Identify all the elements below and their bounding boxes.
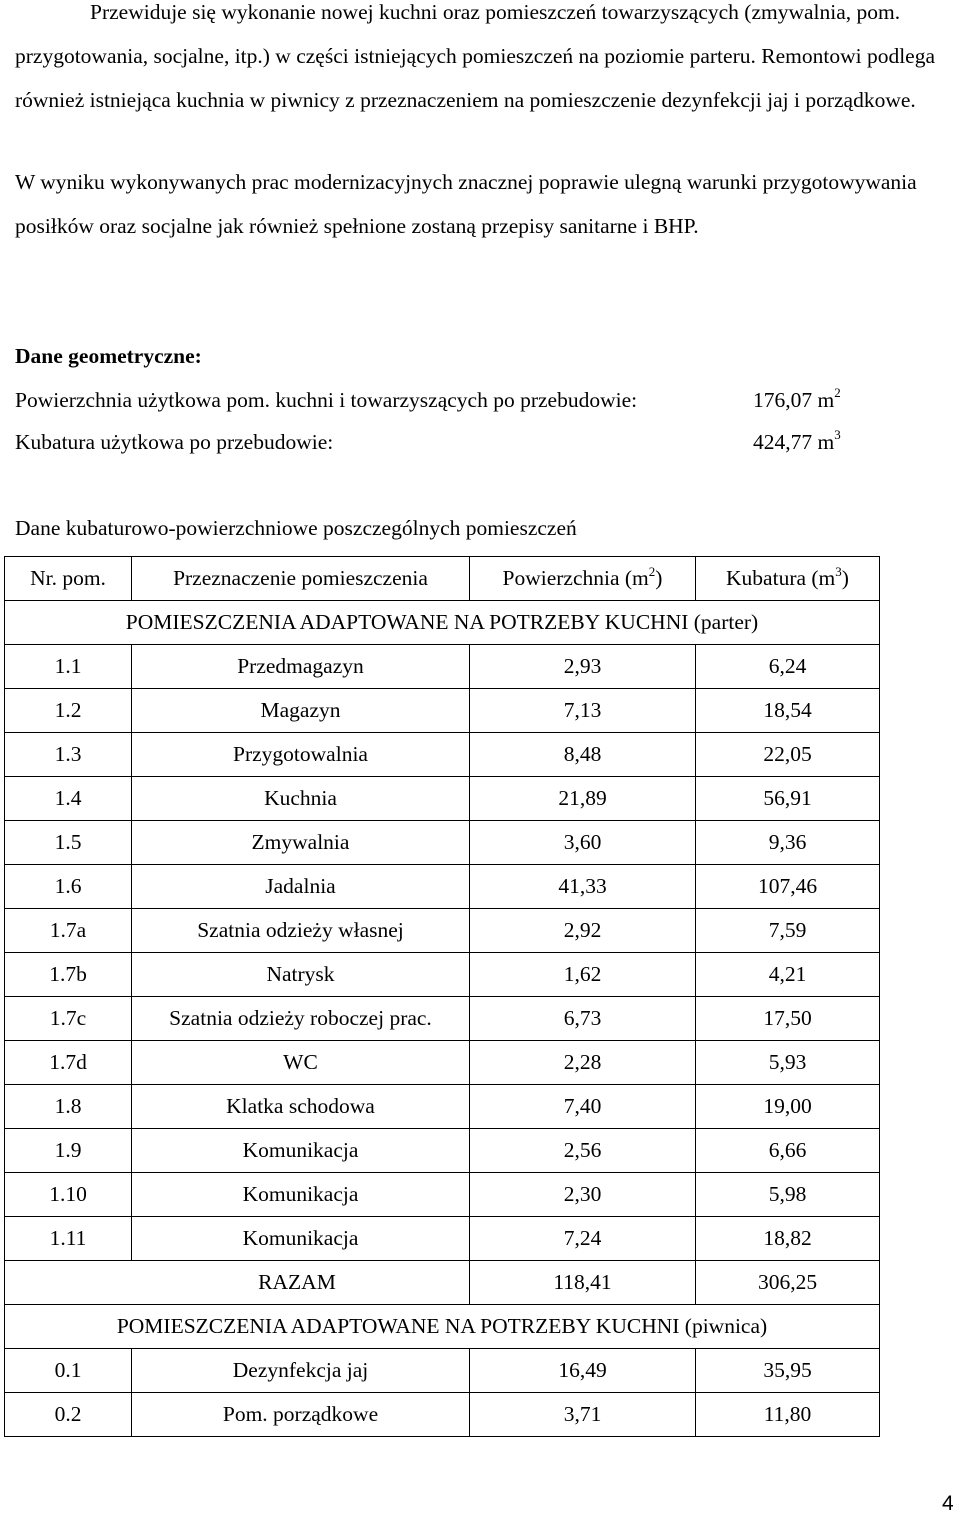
room-area: 41,33 [470, 865, 696, 909]
rooms-table [4, 556, 880, 1437]
room-name: Komunikacja [132, 1217, 470, 1261]
table-row [5, 821, 880, 865]
room-volume: 9,36 [696, 821, 880, 865]
room-name: Magazyn [132, 689, 470, 733]
rooms-table-body [5, 601, 880, 1437]
room-volume: 107,46 [696, 865, 880, 909]
usable-area-label: Powierzchnia użytkowa pom. kuchni i towarzyszących po przebudowie: [15, 388, 638, 412]
section-header-parter [5, 601, 880, 645]
room-name: Komunikacja [132, 1173, 470, 1217]
usable-volume-value: 424,77 $m^3$ [753, 427, 841, 454]
room-number: 1.11 [5, 1217, 132, 1261]
room-name: Natrysk [132, 953, 470, 997]
table-row [5, 1393, 880, 1437]
room-number: 1.6 [5, 865, 132, 909]
table-row [5, 909, 880, 953]
room-area: 7,40 [470, 1085, 696, 1129]
usable-area-value: 176,07 $m^2$ [753, 385, 841, 412]
header-nr: Nr. pom. [5, 557, 132, 601]
geometry-heading: Dane geometryczne: [15, 344, 202, 368]
room-name: Szatnia odzieży własnej [132, 909, 470, 953]
room-name: Pom. porządkowe [132, 1393, 470, 1437]
header-area: Powierzchnia $(m^2)$ [470, 557, 696, 601]
room-volume: 5,98 [696, 1173, 880, 1217]
room-name: WC [132, 1041, 470, 1085]
room-name: Dezynfekcja jaj [132, 1349, 470, 1393]
intro-paragraph-1: Przewiduje się wykonanie nowej kuchni oraz pomieszczeń towarzyszących (zmywalnia, pom. przygotowania, socjalne, itp.) w części istniejących pomieszczeń na poziomie parteru. Remontowi podlega również istniejąca kuchnia w piwnicy z przeznaczeniem na pomieszczenie dezynfekcji jaj i porządkowe. [15, 0, 935, 112]
table-caption: Dane kubaturowo-powierzchniowe poszczególnych pomieszczeń [15, 516, 577, 540]
room-volume: 19,00 [696, 1085, 880, 1129]
table-row [5, 1085, 880, 1129]
total-volume: 306,25 [696, 1261, 880, 1305]
room-name: Szatnia odzieży roboczej prac. [132, 997, 470, 1041]
table-row [5, 733, 880, 777]
intro-paragraph-2: W wyniku wykonywanych prac modernizacyjnych znacznej poprawie ulegną warunki przygotowywania posiłków oraz socjalne jak również spełnione zostaną przepisy sanitarne i BHP. [15, 170, 917, 238]
room-area: 7,24 [470, 1217, 696, 1261]
room-number: 1.8 [5, 1085, 132, 1129]
table-row [5, 1217, 880, 1261]
table-row [5, 1349, 880, 1393]
room-number: 1.2 [5, 689, 132, 733]
room-number: 0.2 [5, 1393, 132, 1437]
room-area: 8,48 [470, 733, 696, 777]
table-row [5, 689, 880, 733]
room-number: 1.7d [5, 1041, 132, 1085]
total-area: 118,41 [470, 1261, 696, 1305]
total-row [5, 1261, 880, 1305]
room-number: 1.9 [5, 1129, 132, 1173]
section-header-parter-label: POMIESZCZENIA ADAPTOWANE NA POTRZEBY KUCHNI (parter) [5, 601, 880, 645]
room-number: 1.1 [5, 645, 132, 689]
room-area: 2,30 [470, 1173, 696, 1217]
page-number: 4 [942, 1492, 954, 1515]
room-name: Klatka schodowa [132, 1085, 470, 1129]
room-name: Przedmagazyn [132, 645, 470, 689]
usable-volume-label: Kubatura użytkowa po przebudowie: [15, 430, 334, 454]
room-number: 1.7c [5, 997, 132, 1041]
room-number: 1.3 [5, 733, 132, 777]
room-volume: 7,59 [696, 909, 880, 953]
room-area: 2,92 [470, 909, 696, 953]
room-volume: 18,54 [696, 689, 880, 733]
room-volume: 17,50 [696, 997, 880, 1041]
room-name: Kuchnia [132, 777, 470, 821]
table-row [5, 865, 880, 909]
room-area: 2,56 [470, 1129, 696, 1173]
room-area: 3,71 [470, 1393, 696, 1437]
room-name: Przygotowalnia [132, 733, 470, 777]
room-area: 2,28 [470, 1041, 696, 1085]
room-volume: 6,66 [696, 1129, 880, 1173]
room-number: 0.1 [5, 1349, 132, 1393]
room-volume: 22,05 [696, 733, 880, 777]
table-row [5, 997, 880, 1041]
section-header-piwnica-label: POMIESZCZENIA ADAPTOWANE NA POTRZEBY KUCHNI (piwnica) [5, 1305, 880, 1349]
table-row [5, 953, 880, 997]
room-number: 1.5 [5, 821, 132, 865]
header-purpose: Przeznaczenie pomieszczenia [132, 557, 470, 601]
room-area: 6,73 [470, 997, 696, 1041]
room-volume: 56,91 [696, 777, 880, 821]
room-volume: 5,93 [696, 1041, 880, 1085]
table-row [5, 1173, 880, 1217]
total-label: RAZAM [5, 1261, 470, 1305]
room-number: 1.7b [5, 953, 132, 997]
table-row [5, 1129, 880, 1173]
room-area: 21,89 [470, 777, 696, 821]
room-number: 1.7a [5, 909, 132, 953]
room-volume: 11,80 [696, 1393, 880, 1437]
room-volume: 6,24 [696, 645, 880, 689]
room-area: 16,49 [470, 1349, 696, 1393]
header-volume: Kubatura $(m^3)$ [696, 557, 880, 601]
table-row [5, 777, 880, 821]
room-name: Zmywalnia [132, 821, 470, 865]
room-area: 1,62 [470, 953, 696, 997]
room-number: 1.10 [5, 1173, 132, 1217]
room-volume: 4,21 [696, 953, 880, 997]
room-number: 1.4 [5, 777, 132, 821]
room-volume: 35,95 [696, 1349, 880, 1393]
table-row [5, 645, 880, 689]
room-area: 2,93 [470, 645, 696, 689]
section-header-piwnica [5, 1305, 880, 1349]
room-volume: 18,82 [696, 1217, 880, 1261]
room-name: Komunikacja [132, 1129, 470, 1173]
room-area: 3,60 [470, 821, 696, 865]
room-area: 7,13 [470, 689, 696, 733]
table-row [5, 1041, 880, 1085]
room-name: Jadalnia [132, 865, 470, 909]
table-header-row [5, 557, 880, 601]
